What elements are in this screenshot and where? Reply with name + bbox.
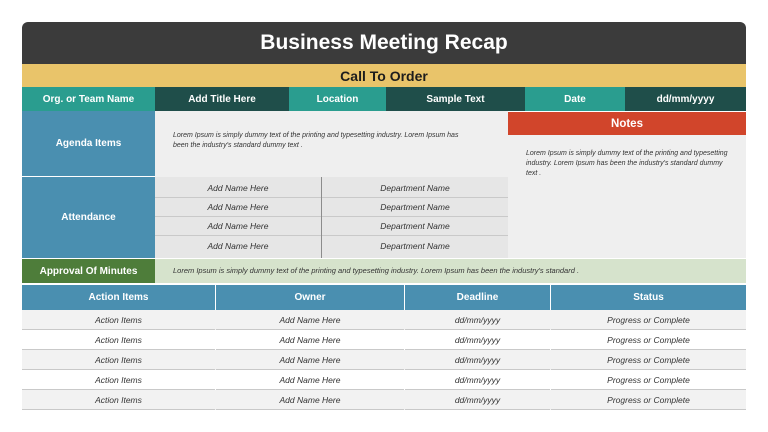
attendee-name[interactable]: Add Name Here <box>155 217 321 236</box>
date-value[interactable]: dd/mm/yyyy <box>625 87 746 111</box>
approval-text[interactable]: Lorem Ipsum is simply dummy text of the printing and typesetting industry. Lorem Ipsum has been the industry's standard . <box>173 266 580 275</box>
org-value[interactable]: Add Title Here <box>155 87 289 111</box>
attendee-name[interactable]: Add Name Here <box>207 240 269 251</box>
attendance-table <box>155 177 508 258</box>
call-to-order-heading: Call To Order <box>22 64 746 87</box>
action-item-cell[interactable]: Action Items <box>22 370 215 390</box>
org-label: Org. or Team Name <box>22 87 155 111</box>
deadline-cell[interactable]: dd/mm/yyyy <box>405 370 550 390</box>
table-row <box>22 350 746 370</box>
deadline-cell[interactable]: dd/mm/yyyy <box>405 350 550 370</box>
attendee-name[interactable]: Add Name Here <box>155 179 321 198</box>
owner-cell[interactable]: Add Name Here <box>216 390 404 410</box>
status-cell[interactable]: Progress or Complete <box>551 370 746 390</box>
action-item-cell[interactable]: Action Items <box>22 310 215 330</box>
approval-label: Approval Of Minutes <box>22 259 155 283</box>
deadline-header: Deadline <box>405 285 550 310</box>
agenda-label: Agenda Items <box>22 111 155 177</box>
action-item-cell[interactable]: Action Items <box>22 350 215 370</box>
notes-cell <box>508 135 746 258</box>
owner-header: Owner <box>216 285 404 310</box>
status-cell[interactable]: Progress or Complete <box>551 390 746 410</box>
action-items-header: Action Items <box>22 285 215 310</box>
deadline-cell[interactable]: dd/mm/yyyy <box>405 390 550 410</box>
action-item-cell[interactable]: Action Items <box>22 330 215 350</box>
owner-cell[interactable]: Add Name Here <box>216 330 404 350</box>
attendee-department[interactable]: Department Name <box>322 198 508 217</box>
notes-text[interactable]: Lorem Ipsum is simply dummy text of the printing and typesetting industry. Lorem Ipsum has been the industry's standard dummy text . <box>526 150 728 177</box>
location-value[interactable]: Sample Text <box>386 87 525 111</box>
attendee-name[interactable]: Add Name Here <box>155 198 321 217</box>
attendee-department[interactable]: Department Name <box>322 179 508 198</box>
action-table-body <box>22 310 746 410</box>
approval-cell <box>155 259 746 283</box>
agenda-text[interactable]: Lorem Ipsum is simply dummy text of the printing and typesetting industry. Lorem Ipsum has been the industry's standard dummy text . <box>173 132 459 149</box>
attendance-label: Attendance <box>22 177 155 258</box>
notes-heading: Notes <box>508 112 746 135</box>
status-cell[interactable]: Progress or Complete <box>551 310 746 330</box>
owner-cell[interactable]: Add Name Here <box>216 370 404 390</box>
owner-cell[interactable]: Add Name Here <box>216 350 404 370</box>
table-row <box>22 390 746 410</box>
attendee-department[interactable]: Department Name <box>322 217 508 236</box>
attendee-department[interactable]: Department Name <box>380 240 450 251</box>
table-row <box>22 330 746 350</box>
table-row <box>22 310 746 330</box>
agenda-cell <box>155 111 508 177</box>
owner-cell[interactable]: Add Name Here <box>216 310 404 330</box>
location-label: Location <box>289 87 386 111</box>
deadline-cell[interactable]: dd/mm/yyyy <box>405 310 550 330</box>
status-cell[interactable]: Progress or Complete <box>551 350 746 370</box>
table-row <box>22 370 746 390</box>
action-item-cell[interactable]: Action Items <box>22 390 215 410</box>
date-label: Date <box>525 87 625 111</box>
status-cell[interactable]: Progress or Complete <box>551 330 746 350</box>
status-header: Status <box>551 285 746 310</box>
deadline-cell[interactable]: dd/mm/yyyy <box>405 330 550 350</box>
page-title: Business Meeting Recap <box>22 22 746 64</box>
